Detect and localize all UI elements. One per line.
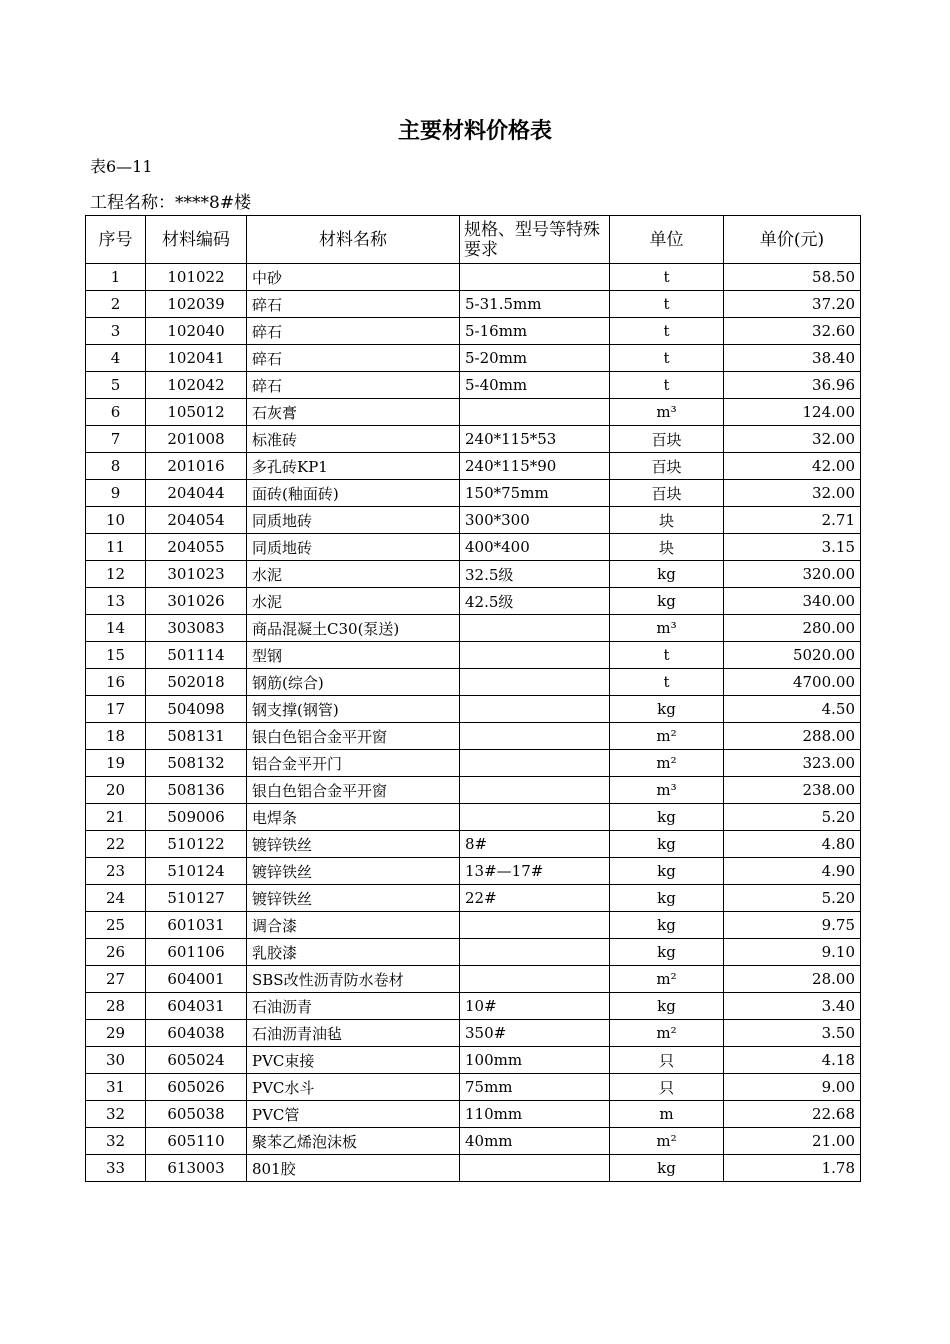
cell-name: 多孔砖KP1	[247, 453, 460, 480]
cell-spec: 240*115*53	[460, 426, 610, 453]
table-row	[86, 912, 861, 939]
cell-spec	[460, 966, 610, 993]
cell-name: 碎石	[247, 318, 460, 345]
table-row	[86, 588, 861, 615]
cell-name: 商品混凝土C30(泵送)	[247, 615, 460, 642]
cell-seq: 4	[86, 345, 146, 372]
cell-price: 288.00	[724, 723, 861, 750]
table-row	[86, 1155, 861, 1182]
table-row	[86, 1128, 861, 1155]
cell-price: 5020.00	[724, 642, 861, 669]
table-row	[86, 831, 861, 858]
cell-spec: 10#	[460, 993, 610, 1020]
cell-seq: 32	[86, 1101, 146, 1128]
table-row	[86, 453, 861, 480]
header-unit: 单位	[610, 216, 724, 264]
cell-name: 电焊条	[247, 804, 460, 831]
cell-seq: 17	[86, 696, 146, 723]
cell-code: 613003	[146, 1155, 247, 1182]
cell-seq: 2	[86, 291, 146, 318]
cell-code: 508132	[146, 750, 247, 777]
project-name: 工程名称：****8#楼	[90, 193, 252, 213]
cell-spec: 5-16mm	[460, 318, 610, 345]
cell-code: 509006	[146, 804, 247, 831]
cell-seq: 22	[86, 831, 146, 858]
cell-price: 28.00	[724, 966, 861, 993]
cell-spec	[460, 804, 610, 831]
cell-name: 碎石	[247, 291, 460, 318]
cell-code: 502018	[146, 669, 247, 696]
cell-spec: 8#	[460, 831, 610, 858]
cell-seq: 5	[86, 372, 146, 399]
cell-unit: m³	[610, 615, 724, 642]
cell-seq: 8	[86, 453, 146, 480]
cell-price: 32.00	[724, 426, 861, 453]
cell-code: 604038	[146, 1020, 247, 1047]
cell-unit: t	[610, 642, 724, 669]
table-row	[86, 291, 861, 318]
table-row	[86, 993, 861, 1020]
table-header-row	[86, 216, 861, 264]
cell-price: 9.75	[724, 912, 861, 939]
cell-name: 铝合金平开门	[247, 750, 460, 777]
cell-code: 510124	[146, 858, 247, 885]
cell-name: PVC管	[247, 1101, 460, 1128]
cell-unit: kg	[610, 696, 724, 723]
cell-spec: 110mm	[460, 1101, 610, 1128]
cell-seq: 14	[86, 615, 146, 642]
table-row	[86, 804, 861, 831]
cell-code: 204044	[146, 480, 247, 507]
table-row	[86, 1074, 861, 1101]
cell-price: 21.00	[724, 1128, 861, 1155]
cell-spec: 300*300	[460, 507, 610, 534]
cell-unit: kg	[610, 939, 724, 966]
table-row	[86, 885, 861, 912]
cell-code: 605038	[146, 1101, 247, 1128]
cell-code: 508131	[146, 723, 247, 750]
cell-code: 604001	[146, 966, 247, 993]
cell-code: 605024	[146, 1047, 247, 1074]
table-number: 表6—11	[90, 157, 153, 176]
table-row	[86, 723, 861, 750]
cell-code: 201008	[146, 426, 247, 453]
cell-unit: t	[610, 669, 724, 696]
cell-code: 301023	[146, 561, 247, 588]
table-row	[86, 642, 861, 669]
cell-spec	[460, 912, 610, 939]
cell-name: 石油沥青油毡	[247, 1020, 460, 1047]
cell-seq: 10	[86, 507, 146, 534]
cell-price: 340.00	[724, 588, 861, 615]
cell-seq: 13	[86, 588, 146, 615]
cell-seq: 32	[86, 1128, 146, 1155]
cell-code: 605026	[146, 1074, 247, 1101]
cell-spec: 240*115*90	[460, 453, 610, 480]
cell-price: 238.00	[724, 777, 861, 804]
cell-spec: 5-20mm	[460, 345, 610, 372]
cell-price: 3.15	[724, 534, 861, 561]
cell-seq: 9	[86, 480, 146, 507]
cell-price: 3.50	[724, 1020, 861, 1047]
cell-unit: kg	[610, 561, 724, 588]
header-code: 材料编码	[146, 216, 247, 264]
table-row	[86, 372, 861, 399]
cell-unit: kg	[610, 588, 724, 615]
cell-code: 204054	[146, 507, 247, 534]
cell-unit: m²	[610, 966, 724, 993]
cell-seq: 26	[86, 939, 146, 966]
cell-seq: 29	[86, 1020, 146, 1047]
cell-seq: 31	[86, 1074, 146, 1101]
cell-seq: 20	[86, 777, 146, 804]
cell-name: 标准砖	[247, 426, 460, 453]
table-row	[86, 696, 861, 723]
cell-unit: kg	[610, 858, 724, 885]
cell-seq: 11	[86, 534, 146, 561]
cell-unit: m²	[610, 723, 724, 750]
table-row	[86, 1020, 861, 1047]
cell-unit: m²	[610, 1020, 724, 1047]
cell-name: 钢支撑(钢管)	[247, 696, 460, 723]
cell-name: 中砂	[247, 264, 460, 291]
cell-spec: 5-31.5mm	[460, 291, 610, 318]
cell-name: 乳胶漆	[247, 939, 460, 966]
cell-code: 510122	[146, 831, 247, 858]
cell-name: 碎石	[247, 372, 460, 399]
cell-spec: 75mm	[460, 1074, 610, 1101]
cell-name: 镀锌铁丝	[247, 831, 460, 858]
cell-code: 601106	[146, 939, 247, 966]
cell-code: 501114	[146, 642, 247, 669]
header-seq: 序号	[86, 216, 146, 264]
cell-name: 调合漆	[247, 912, 460, 939]
table-row	[86, 534, 861, 561]
cell-name: 聚苯乙烯泡沫板	[247, 1128, 460, 1155]
cell-spec: 400*400	[460, 534, 610, 561]
cell-name: 型钢	[247, 642, 460, 669]
table-row	[86, 345, 861, 372]
cell-unit: kg	[610, 993, 724, 1020]
cell-unit: m²	[610, 750, 724, 777]
cell-spec	[460, 1155, 610, 1182]
cell-spec: 350#	[460, 1020, 610, 1047]
cell-price: 42.00	[724, 453, 861, 480]
cell-price: 32.00	[724, 480, 861, 507]
cell-spec: 22#	[460, 885, 610, 912]
cell-unit: 只	[610, 1047, 724, 1074]
cell-spec	[460, 264, 610, 291]
cell-spec: 100mm	[460, 1047, 610, 1074]
cell-name: 水泥	[247, 588, 460, 615]
cell-unit: m³	[610, 399, 724, 426]
cell-seq: 24	[86, 885, 146, 912]
cell-code: 510127	[146, 885, 247, 912]
table-row	[86, 1047, 861, 1074]
cell-unit: m	[610, 1101, 724, 1128]
cell-seq: 1	[86, 264, 146, 291]
table-row	[86, 507, 861, 534]
cell-seq: 3	[86, 318, 146, 345]
cell-spec	[460, 615, 610, 642]
cell-code: 508136	[146, 777, 247, 804]
cell-seq: 6	[86, 399, 146, 426]
cell-price: 9.10	[724, 939, 861, 966]
cell-name: 钢筋(综合)	[247, 669, 460, 696]
cell-spec	[460, 750, 610, 777]
cell-unit: kg	[610, 831, 724, 858]
cell-seq: 18	[86, 723, 146, 750]
cell-price: 280.00	[724, 615, 861, 642]
header-spec: 规格、型号等特殊要求	[460, 216, 610, 264]
cell-code: 102039	[146, 291, 247, 318]
cell-spec	[460, 696, 610, 723]
cell-price: 323.00	[724, 750, 861, 777]
cell-name: 面砖(釉面砖)	[247, 480, 460, 507]
table-row	[86, 480, 861, 507]
table-body	[86, 264, 861, 1182]
cell-price: 58.50	[724, 264, 861, 291]
cell-name: 镀锌铁丝	[247, 858, 460, 885]
cell-unit: 只	[610, 1074, 724, 1101]
cell-price: 4.50	[724, 696, 861, 723]
cell-spec	[460, 669, 610, 696]
cell-unit: t	[610, 291, 724, 318]
table-row	[86, 264, 861, 291]
cell-name: 碎石	[247, 345, 460, 372]
cell-seq: 19	[86, 750, 146, 777]
cell-name: 同质地砖	[247, 534, 460, 561]
cell-price: 5.20	[724, 804, 861, 831]
cell-unit: kg	[610, 885, 724, 912]
table-row	[86, 750, 861, 777]
cell-spec: 5-40mm	[460, 372, 610, 399]
cell-price: 1.78	[724, 1155, 861, 1182]
cell-price: 2.71	[724, 507, 861, 534]
cell-price: 9.00	[724, 1074, 861, 1101]
cell-unit: m²	[610, 1128, 724, 1155]
cell-unit: 百块	[610, 426, 724, 453]
table-row	[86, 966, 861, 993]
table-row	[86, 399, 861, 426]
cell-code: 303083	[146, 615, 247, 642]
cell-name: 银白色铝合金平开窗	[247, 777, 460, 804]
cell-unit: t	[610, 372, 724, 399]
cell-seq: 23	[86, 858, 146, 885]
table-row	[86, 1101, 861, 1128]
table-row	[86, 426, 861, 453]
cell-unit: t	[610, 318, 724, 345]
table-row	[86, 318, 861, 345]
table-row	[86, 669, 861, 696]
cell-price: 320.00	[724, 561, 861, 588]
cell-seq: 27	[86, 966, 146, 993]
cell-unit: t	[610, 345, 724, 372]
cell-spec	[460, 939, 610, 966]
cell-code: 504098	[146, 696, 247, 723]
table-row	[86, 777, 861, 804]
cell-name: 石灰膏	[247, 399, 460, 426]
cell-name: 镀锌铁丝	[247, 885, 460, 912]
cell-code: 102042	[146, 372, 247, 399]
cell-price: 32.60	[724, 318, 861, 345]
cell-seq: 7	[86, 426, 146, 453]
cell-name: 石油沥青	[247, 993, 460, 1020]
cell-code: 204055	[146, 534, 247, 561]
table-row	[86, 615, 861, 642]
cell-unit: m³	[610, 777, 724, 804]
cell-seq: 12	[86, 561, 146, 588]
cell-spec	[460, 777, 610, 804]
cell-name: PVC束接	[247, 1047, 460, 1074]
cell-code: 604031	[146, 993, 247, 1020]
cell-spec: 32.5级	[460, 561, 610, 588]
cell-spec: 42.5级	[460, 588, 610, 615]
cell-unit: kg	[610, 1155, 724, 1182]
cell-price: 22.68	[724, 1101, 861, 1128]
page-title: 主要材料价格表	[397, 119, 552, 144]
cell-price: 3.40	[724, 993, 861, 1020]
cell-spec: 40mm	[460, 1128, 610, 1155]
cell-price: 5.20	[724, 885, 861, 912]
cell-price: 4700.00	[724, 669, 861, 696]
cell-unit: 百块	[610, 480, 724, 507]
cell-spec	[460, 723, 610, 750]
cell-seq: 30	[86, 1047, 146, 1074]
cell-seq: 25	[86, 912, 146, 939]
cell-code: 301026	[146, 588, 247, 615]
cell-unit: 块	[610, 534, 724, 561]
cell-spec: 13#—17#	[460, 858, 610, 885]
cell-spec	[460, 642, 610, 669]
cell-unit: t	[610, 264, 724, 291]
header-price: 单价(元)	[724, 216, 861, 264]
cell-price: 37.20	[724, 291, 861, 318]
cell-seq: 33	[86, 1155, 146, 1182]
cell-seq: 21	[86, 804, 146, 831]
cell-price: 4.18	[724, 1047, 861, 1074]
cell-name: 水泥	[247, 561, 460, 588]
cell-price: 38.40	[724, 345, 861, 372]
cell-name: 银白色铝合金平开窗	[247, 723, 460, 750]
cell-unit: 块	[610, 507, 724, 534]
cell-code: 101022	[146, 264, 247, 291]
cell-price: 124.00	[724, 399, 861, 426]
cell-unit: 百块	[610, 453, 724, 480]
cell-spec	[460, 399, 610, 426]
cell-name: 同质地砖	[247, 507, 460, 534]
cell-spec: 150*75mm	[460, 480, 610, 507]
cell-code: 102041	[146, 345, 247, 372]
cell-code: 102040	[146, 318, 247, 345]
material-price-table	[85, 215, 861, 1182]
table-row	[86, 561, 861, 588]
cell-price: 4.80	[724, 831, 861, 858]
cell-unit: kg	[610, 912, 724, 939]
cell-price: 4.90	[724, 858, 861, 885]
table-row	[86, 858, 861, 885]
header-name: 材料名称	[247, 216, 460, 264]
cell-code: 105012	[146, 399, 247, 426]
cell-code: 601031	[146, 912, 247, 939]
cell-name: SBS改性沥青防水卷材	[247, 966, 460, 993]
table-row	[86, 939, 861, 966]
cell-seq: 15	[86, 642, 146, 669]
cell-price: 36.96	[724, 372, 861, 399]
cell-seq: 28	[86, 993, 146, 1020]
cell-name: 801胶	[247, 1155, 460, 1182]
cell-name: PVC水斗	[247, 1074, 460, 1101]
cell-code: 201016	[146, 453, 247, 480]
cell-code: 605110	[146, 1128, 247, 1155]
cell-unit: kg	[610, 804, 724, 831]
cell-seq: 16	[86, 669, 146, 696]
